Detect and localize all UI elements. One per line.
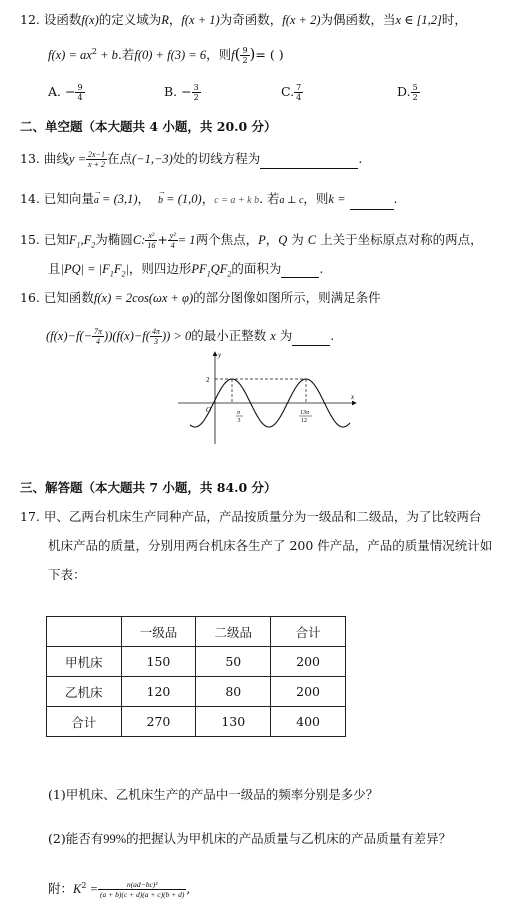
- table-row: [47, 647, 346, 677]
- q12-text: 设函数: [43, 12, 82, 27]
- table-row: [47, 707, 346, 737]
- table-header-cell: 二级品: [196, 617, 271, 647]
- q15-Q: Q: [278, 233, 288, 247]
- q17-line1: [20, 508, 481, 526]
- q15-eq1: = 1: [177, 233, 196, 247]
- q15-frac-y: $\frac{\text{y²}}{4}$: [169, 231, 176, 250]
- q16-graph: [170, 348, 370, 448]
- q12-fx2: f(x + 2): [282, 13, 321, 27]
- q12-sum-cond: f(0) + f(3) = 6: [134, 48, 207, 62]
- q12-ask-eq: = ( ): [255, 47, 284, 62]
- q15-text-qie: 且: [48, 261, 61, 276]
- q15-text-b: 为椭圆: [95, 232, 133, 247]
- q12-line1: [20, 11, 467, 29]
- q14-k: k =: [328, 192, 346, 206]
- q12-fx: f(x): [81, 13, 99, 27]
- q14-number: 14.: [20, 191, 40, 206]
- q15-number: 15.: [20, 232, 40, 247]
- q16-text-b: 的部分图像如图所示，则满足条件: [193, 290, 381, 305]
- q15-end: .: [319, 261, 324, 276]
- q13-text-c: 处的切线方程为: [172, 151, 261, 166]
- q15-cond: $|PQ| = |F_1F_2|$: [60, 262, 129, 279]
- table-cell: 130: [196, 707, 271, 737]
- q14: 14. 已知向量→ a = (3,1)，→ b = (1,0)，c = a + k b. 若a ⊥ c，则k = .: [20, 190, 397, 210]
- max-value-label: 2: [206, 376, 210, 384]
- q12-text-d: 为奇函数，: [219, 12, 283, 27]
- q12-line2: $f(x) = ax^2 + b$.若f(0) + f(3) = 6，则f( $\frac{9}{2}$ )= ( ): [48, 45, 284, 65]
- y-axis-label: y: [218, 351, 222, 359]
- q16-cond-c: )) > 0: [161, 329, 192, 343]
- q15-answer-blank[interactable]: [281, 277, 319, 278]
- q14-vector-b: → b: [158, 192, 163, 210]
- q15-quad: $PF_1QF_2$: [191, 262, 232, 279]
- table-cell: 甲机床: [47, 647, 122, 677]
- table-cell: 400: [271, 707, 346, 737]
- q12-fx-def: f(x) = ax: [48, 48, 92, 62]
- tick1-den: 3: [237, 418, 241, 424]
- q17-note-label: 附：: [48, 881, 74, 896]
- q15-text-c: 两个焦点，: [195, 232, 259, 247]
- table-cell: 120: [121, 677, 196, 707]
- q16-line2: [46, 327, 334, 346]
- q16-text-c: 的最小正整数: [191, 328, 267, 343]
- q16-frac1: $\frac{7\pi}{4}$: [94, 327, 103, 346]
- q17-sub1: (1)甲机床、乙机床生产的产品中一级品的频率分别是多少？: [48, 787, 379, 802]
- section-2-heading: 二、单空题（本大题共 4 小题，共 20.0 分）: [20, 119, 277, 134]
- q12-text-c: ，: [168, 12, 182, 27]
- q14-vector-a: → a: [94, 192, 99, 210]
- q14-text-ruo: 若: [267, 191, 280, 206]
- tick1-num: π: [237, 410, 241, 416]
- q17-sub2-b: 的把握认为甲机床的产品质量与乙机床的产品质量有差异？: [126, 831, 452, 846]
- q12-text-f: 时，: [441, 12, 467, 27]
- table-cell: 200: [271, 677, 346, 707]
- q17-note: [48, 880, 190, 899]
- q12-square: 2: [91, 46, 97, 56]
- q14-eq2: = (1,0): [163, 192, 202, 206]
- q16-end: .: [330, 328, 335, 343]
- q12-number: 12.: [20, 12, 40, 27]
- q17-number: 17.: [20, 509, 40, 524]
- q15-text-d: 为: [291, 232, 304, 247]
- q17-table: [46, 616, 346, 737]
- q17-K-frac: $\frac{\text{n(ad−bc)²}}{(a + b)(c + d)(a + c)(b + d)}$: [100, 880, 185, 899]
- q13-text-b: 在点: [106, 151, 132, 166]
- q12-cond: x ∈ [1,2]: [395, 13, 442, 27]
- q16-line1: [20, 289, 381, 307]
- q13-y: y =: [68, 152, 86, 166]
- q12-option-a: A. − $\frac{9}{4}$: [48, 83, 83, 102]
- q15-foci: $F_1,F_2$: [68, 233, 96, 250]
- q15-line2: [48, 260, 323, 278]
- q12-ask-frac: $\frac{9}{2}$: [242, 46, 248, 65]
- q15-text: 已知: [43, 232, 69, 247]
- q15-C: C:: [132, 233, 146, 247]
- q17-sub2: [48, 830, 451, 848]
- q12-option-d: D. $\frac{5}{2}$: [397, 83, 418, 102]
- table-cell: 乙机床: [47, 677, 122, 707]
- q17-K-eq: =: [86, 882, 99, 896]
- q12-text-e: 为偶函数，当: [320, 12, 396, 27]
- q16-x: x: [270, 329, 276, 343]
- q15-frac-x: $\frac{\text{x²}}{16}$: [147, 231, 156, 250]
- q17-text-l1: 甲、乙两台机床生产同种产品，产品按质量分为一级品和二级品，为了比较两台: [43, 509, 482, 524]
- q12-R: R: [161, 13, 169, 27]
- q16-number: 16.: [20, 290, 40, 305]
- q13-point: (−1,−3): [131, 152, 173, 166]
- tick2-den: 12: [301, 418, 307, 424]
- q15-P: P: [258, 233, 266, 247]
- q14-sep1: ，: [137, 191, 151, 206]
- q16-expr: f(x) = 2cos(ωx + φ): [93, 291, 194, 305]
- section-3-heading: 三、解答题（本大题共 7 小题，共 84.0 分）: [20, 480, 277, 495]
- table-cell: 200: [271, 647, 346, 677]
- q13-end: .: [358, 151, 363, 166]
- q16-cond-a: (f(x)−f(−: [46, 329, 93, 343]
- q12-plus-b: + b: [96, 48, 118, 62]
- q17-K-sq: 2: [81, 880, 87, 890]
- q16-text-d: 为: [279, 328, 293, 343]
- q13-text: 曲线: [43, 151, 69, 166]
- q15-plus: +: [157, 232, 168, 247]
- table-cell: 270: [121, 707, 196, 737]
- q16-text: 已知函数: [43, 290, 94, 305]
- table-cell: 150: [121, 647, 196, 677]
- q12-text-ze: ，则: [206, 47, 232, 62]
- q12-fx1: f(x + 1): [181, 13, 220, 27]
- q14-end: .: [393, 191, 398, 206]
- q13-frac: $\frac{2x-1}{x + 2}$: [88, 150, 105, 169]
- q14-answer-blank[interactable]: [350, 209, 394, 210]
- q17-line2: 机床产品的质量，分别用两台机床各生产了 200 件产品，产品的质量情况统计如: [48, 538, 493, 553]
- q12-option-c: C. $\frac{7}{4}$: [281, 83, 302, 102]
- x-axis-label: x: [351, 393, 355, 401]
- q16-cond-b: ))(f(x)−f(: [104, 329, 150, 343]
- q17-line3: 下表：: [48, 567, 86, 582]
- q13: [20, 150, 362, 169]
- q17-K-end: ,: [186, 881, 191, 896]
- q14-text: 已知向量: [43, 191, 94, 206]
- table-row: [47, 677, 346, 707]
- q16-answer-blank[interactable]: [292, 345, 330, 346]
- q12-option-b: B. − $\frac{3}{2}$: [164, 83, 199, 102]
- q17-K: K: [73, 882, 82, 896]
- q14-eq1: = (3,1): [98, 192, 138, 206]
- q13-number: 13.: [20, 151, 40, 166]
- q17-sub2-pct: 99%: [103, 832, 127, 846]
- q15-C2: C: [307, 233, 317, 247]
- q14-text-ze: ，则: [303, 191, 329, 206]
- q15-text-quad: ，则四边形: [128, 261, 192, 276]
- table-header-cell: 合计: [271, 617, 346, 647]
- table-header-cell: [47, 617, 122, 647]
- table-header-cell: 一级品: [121, 617, 196, 647]
- table-cell: 80: [196, 677, 271, 707]
- q15-line1: [20, 231, 483, 250]
- q12-ask-f: f: [231, 48, 235, 62]
- q16-frac2: $\frac{4\pi}{3}$: [151, 327, 160, 346]
- q17-sub2-a: (2)能否有: [48, 831, 104, 846]
- table-cell: 合计: [47, 707, 122, 737]
- q12-text-ruo: .若: [117, 47, 135, 62]
- q14-vector-c: c = a + k b: [214, 195, 260, 206]
- q14-perp: a ⊥ c: [279, 195, 304, 206]
- q12-text-b: 的定义域为: [98, 12, 162, 27]
- q15-text-e: 上关于坐标原点对称的两点，: [320, 232, 483, 247]
- q14-sep2: ，: [201, 191, 215, 206]
- q13-answer-blank[interactable]: [260, 168, 358, 169]
- q15-text-area: 的面积为: [231, 261, 282, 276]
- table-cell: 50: [196, 647, 271, 677]
- origin-label: O: [206, 406, 212, 414]
- q15-sep: ，: [265, 232, 279, 247]
- table-header-row: [47, 617, 346, 647]
- tick2-num: 13π: [300, 410, 310, 416]
